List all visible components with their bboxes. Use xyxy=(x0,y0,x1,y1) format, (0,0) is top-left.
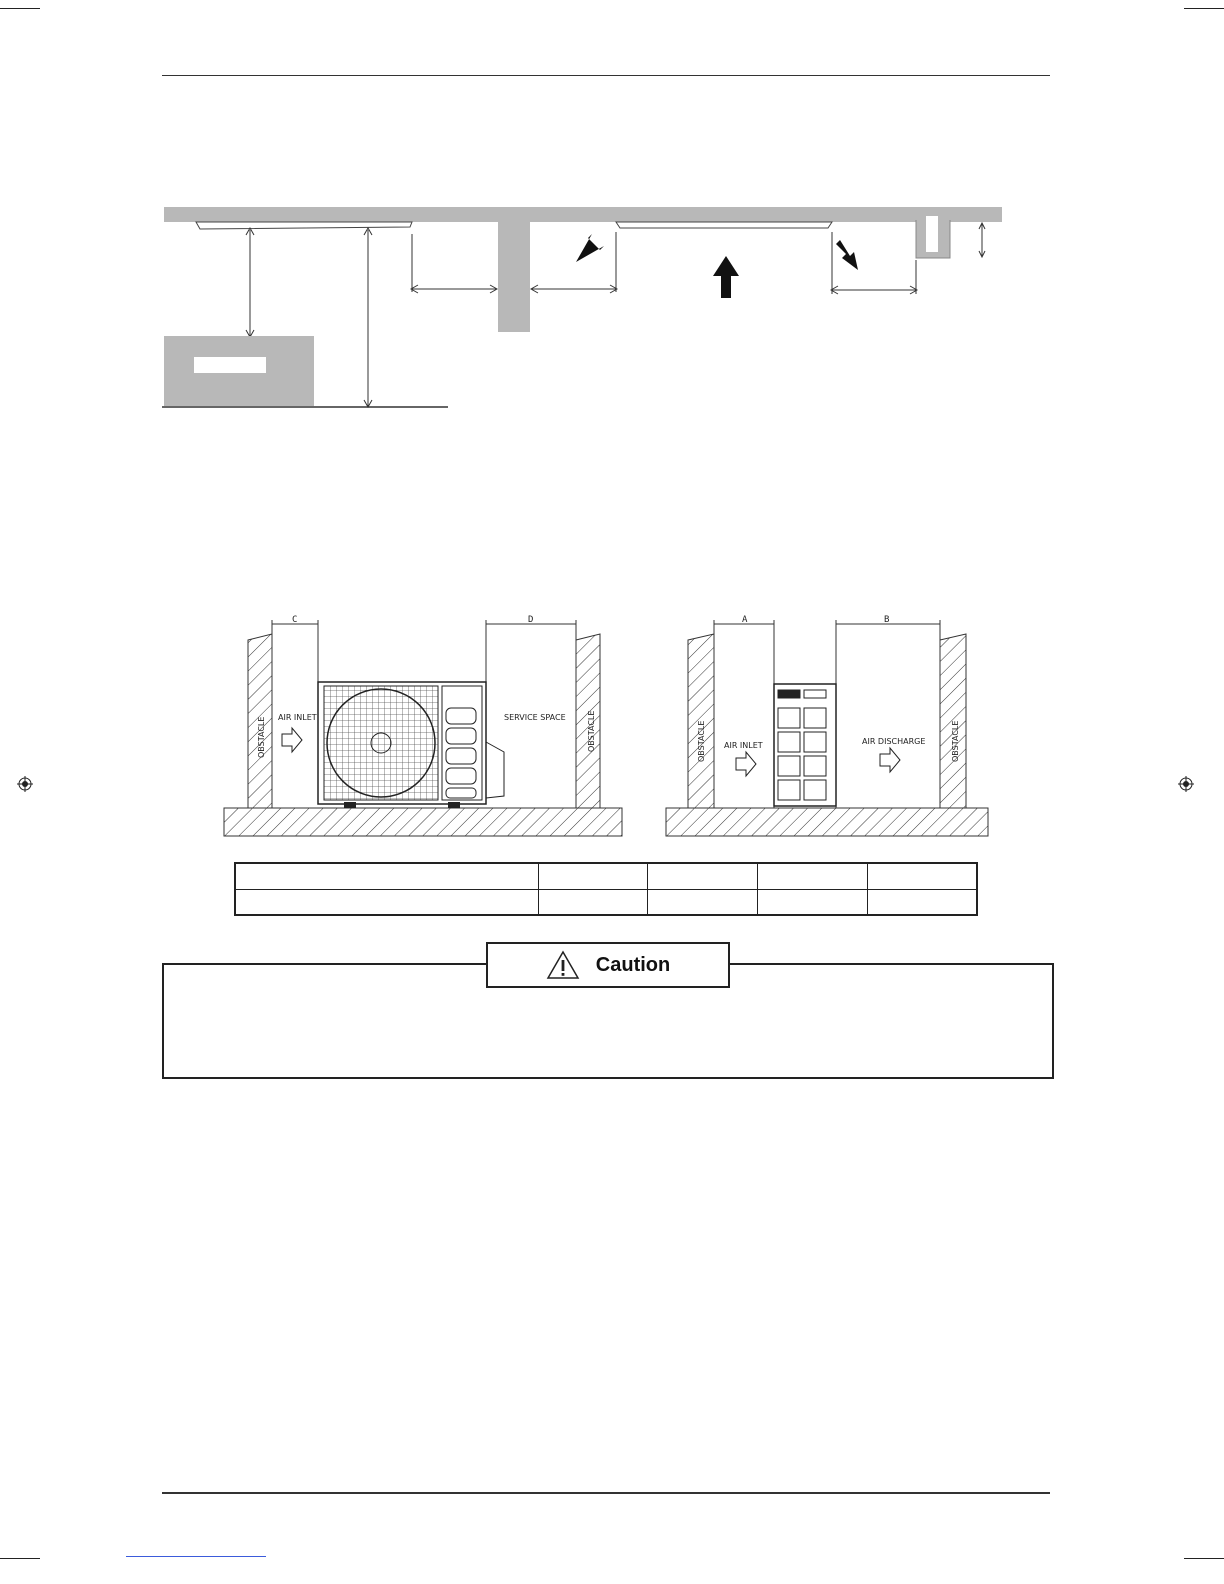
table-cell xyxy=(538,863,648,889)
table-cell xyxy=(867,889,977,915)
header-rule xyxy=(162,75,1050,76)
clearance-table xyxy=(234,862,978,916)
table-cell xyxy=(538,889,648,915)
warning-triangle-icon xyxy=(546,950,580,980)
dimension-d-label: D xyxy=(528,615,534,625)
outdoor-side-diagram xyxy=(664,612,990,842)
service-space-label: SERVICE SPACE xyxy=(504,713,566,722)
dimension-a-label: A xyxy=(742,615,748,625)
air-inlet-label-2: AIR INLET xyxy=(724,741,763,750)
table-cell xyxy=(648,863,758,889)
outdoor-front-diagram xyxy=(222,612,626,842)
caution-header xyxy=(486,942,730,988)
obstacle-left-label-2: OBSTACLE xyxy=(697,720,706,762)
table-cell xyxy=(867,863,977,889)
crop-mark-top-left xyxy=(0,8,40,9)
table-cell xyxy=(235,863,538,889)
table-cell xyxy=(758,863,868,889)
registration-target-icon xyxy=(1178,776,1194,792)
table-cell xyxy=(235,889,538,915)
crop-mark-top-right xyxy=(1184,8,1224,9)
dimension-b-label: B xyxy=(884,615,890,625)
registration-target-icon xyxy=(17,776,33,792)
table-cell xyxy=(758,889,868,915)
obstacle-right-label-2: OBSTACLE xyxy=(951,720,960,762)
table-row xyxy=(235,889,977,915)
table-row xyxy=(235,863,977,889)
crop-mark-bottom-right xyxy=(1184,1558,1224,1559)
footer-link-underline xyxy=(126,1556,266,1557)
air-discharge-label: AIR DISCHARGE xyxy=(862,737,926,746)
footer-rule xyxy=(162,1492,1050,1494)
indoor-clearance-diagram xyxy=(160,200,1010,415)
table-cell xyxy=(648,889,758,915)
dimension-c-label: C xyxy=(292,615,298,625)
obstacle-left-label: OBSTACLE xyxy=(257,716,266,758)
air-inlet-label: AIR INLET xyxy=(278,713,317,722)
obstacle-right-label: OBSTACLE xyxy=(587,710,596,752)
crop-mark-bottom-left xyxy=(0,1558,40,1559)
caution-title: Caution xyxy=(595,953,671,976)
